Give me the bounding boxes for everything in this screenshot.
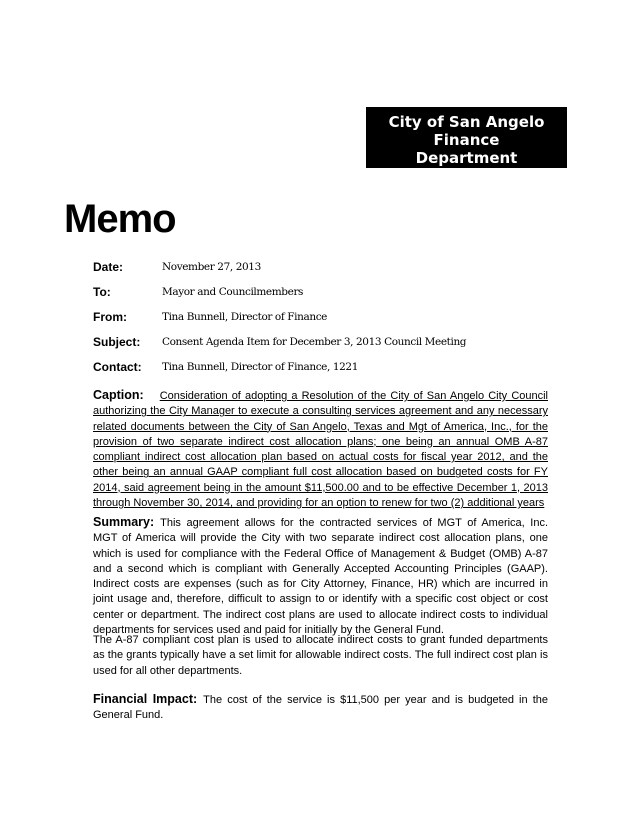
summary-text: This agreement allows for the contracted services of MGT of America, Inc. MGT of America will provide the City with two separate indirect cost allocation plans, one which is used for compliance with the Federal Office of Management & Budget (OMB) A-87 and a second which is compliant with Generally Accepted Accounting Principles (GAAP). Indirect costs are expenses (such as for City Attorney, Finance, HR) which are incurred in joint usage and, therefore, difficult to assign to or identify with a specific cost object or cost center or department. The indirect cost plans are used to allocate indirect costs to individual departments for services used and paid for initially by the General Fund. bbox=[93, 517, 548, 637]
meta-value: Tina Bunnell, Director of Finance bbox=[162, 310, 327, 323]
meta-value: Mayor and Councilmembers bbox=[162, 285, 304, 298]
caption-label: Caption: bbox=[93, 388, 144, 402]
financial-impact-label: Financial Impact: bbox=[93, 692, 198, 706]
meta-value: Consent Agenda Item for December 3, 2013 Council Meeting bbox=[162, 335, 467, 348]
department-line-finance: Finance bbox=[433, 131, 500, 149]
meta-row-to bbox=[93, 279, 466, 304]
meta-row-date bbox=[93, 254, 466, 279]
memo-title: Memo bbox=[64, 197, 176, 241]
meta-label: To: bbox=[93, 284, 111, 299]
department-line-department: Department bbox=[415, 149, 518, 167]
meta-row-contact bbox=[93, 354, 466, 379]
meta-value: November 27, 2013 bbox=[162, 260, 261, 273]
department-line-city: City of San Angelo bbox=[388, 113, 545, 131]
meta-row-from bbox=[93, 304, 466, 329]
a87-paragraph: The A-87 compliant cost plan is used to allocate indirect costs to grant funded departments as the grants typically have a set limit for allowable indirect costs. The full indirect cost plan is used for all other departments. bbox=[93, 634, 548, 677]
meta-label: Contact: bbox=[93, 359, 142, 374]
meta-label: Subject: bbox=[93, 334, 141, 349]
caption-text: Consideration of adopting a Resolution of the City of San Angelo City Council authorizing the City Manager to execute a consulting services agreement and any necessary related documents between the City of San Angelo, Texas and Mgt of America, Inc., for the provision of two separate indirect cost allocation plans; one being an annual OMB A-87 compliant indirect cost allocation plan based on actual costs for fiscal year 2012, and the other being an annual GAAP compliant full cost allocation based on budgeted costs for FY 2014, said agreement being in the amount $11,500.00 and to be effective December 1, 2013 through November 30, 2014, and providing for an option to renew for two (2) additional years bbox=[93, 390, 548, 510]
summary-label: Summary: bbox=[93, 515, 155, 529]
meta-row-subject bbox=[93, 329, 466, 354]
summary-section bbox=[93, 515, 548, 638]
meta-value: Tina Bunnell, Director of Finance, 1221 bbox=[162, 360, 358, 373]
meta-label: From: bbox=[93, 309, 127, 324]
department-header-box bbox=[366, 107, 567, 168]
financial-impact-section bbox=[93, 692, 548, 724]
memo-meta-block bbox=[93, 254, 466, 379]
caption-section bbox=[93, 388, 548, 511]
financial-impact-text: The cost of the service is $11,500 per year and is budgeted in the General Fund. bbox=[93, 694, 549, 722]
meta-label: Date: bbox=[93, 259, 124, 274]
